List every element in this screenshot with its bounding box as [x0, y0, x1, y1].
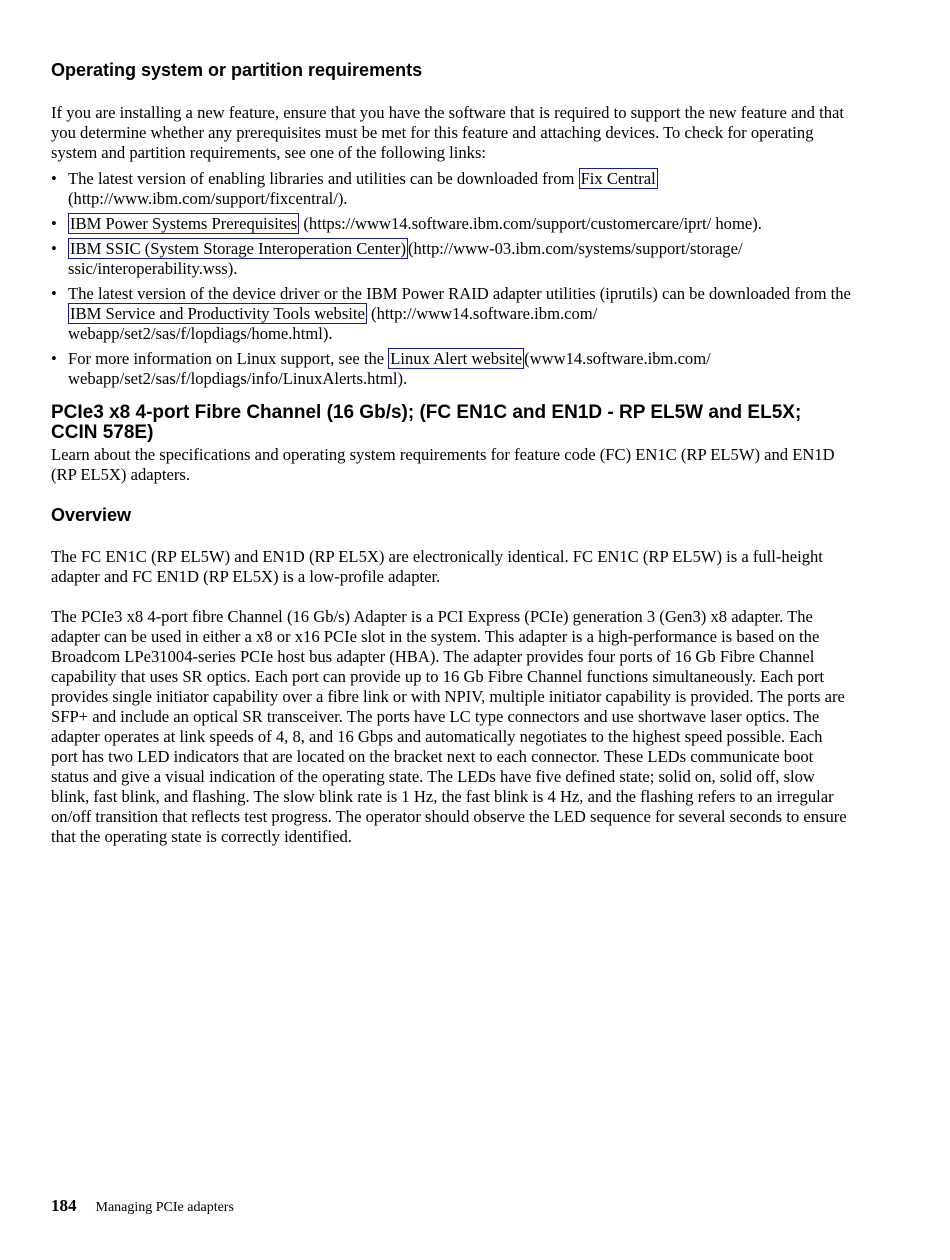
fix-central-link[interactable]: Fix Central — [580, 169, 656, 188]
overview-heading: Overview — [51, 505, 132, 525]
list-item: • The latest version of the device driver or the IBM Power RAID adapter utilities (iprutils) can be downloaded from the IBM Service and Productivity Tools website (http://www14.software.ibm.com/ webapp/set2/sas/f/lopdiags/home.html). — [51, 284, 851, 343]
list-item: • For more information on Linux support, see the Linux Alert website (www14.software.ibm.com/ webapp/set2/sas/f/lopdiags/info/LinuxAlerts.html). — [51, 349, 711, 388]
list-item: • IBM SSIC (System Storage Interoperation Center) (http://www-03.ibm.com/systems/support/storage/ ssic/interoperability.wss). — [51, 239, 743, 278]
linux-alert-link[interactable]: Linux Alert website — [390, 349, 523, 368]
bullet-icon: • — [51, 214, 57, 233]
overview-paragraph-1: The FC EN1C (RP EL5W) and EN1D (RP EL5X) are electronically identical. FC EN1C (RP EL5W) is a full-height adapter and FC EN1D (RP EL5X) is a low-profile adapter. — [51, 547, 823, 586]
requirements-link-list — [51, 169, 851, 389]
list-item: • The latest version of enabling libraries and utilities can be downloaded from Fix Central (http://www.ibm.com/support/fixcentral/). — [51, 169, 656, 208]
adapter-section-intro: Learn about the specifications and operating system requirements for feature code (FC) EN1C (RP EL5W) and EN1D (RP EL5X) adapters. — [51, 445, 835, 484]
overview-paragraph-2: The PCIe3 x8 4-port fibre Channel (16 Gb/s) Adapter is a PCI Express (PCIe) generation 3 (Gen3) x8 adapter. The adapter can be used in either a x8 or x16 PCIe slot in the system. This adapter is a high-performance is based on the Broadcom LPe31004-series PCIe host bus adapter (HBA). The adapter provides four ports of 16 Gb Fibre Channel capability that uses SR optics. Each port can provide up to 16 Gb Fibre Channel functions simultaneously. Each port provides single initiator capability over a fibre link or with NPIV, multiple initiator capability is provided. The ports are SFP+ and include an optical SR transceiver. The ports have LC type connectors and use shortwave laser optics. The adapter operates at link speeds of 4, 8, and 16 Gbps and automatically negotiates to the highest speed possible. Each port has two LED indicators that are located on the bracket next to each connector. These LEDs communicate boot status and give a visual indication of the operating state. The LEDs have five defined state; solid on, solid off, slow blink, fast blink, and flashing. The slow blink rate is 1 Hz, the fast blink is 4 Hz, and the flashing refers to an irregular on/off transition that reflects test progress. The operator should observe the LED sequence for several seconds to ensure that the operating state is correctly identified. — [51, 607, 847, 846]
bullet-icon: • — [51, 349, 57, 368]
page-number: 184 — [51, 1196, 77, 1215]
list-item: • IBM Power Systems Prerequisites (https://www14.software.ibm.com/support/customercare/iprt/ home). — [51, 214, 762, 233]
os-requirements-heading: Operating system or partition requirements — [51, 60, 423, 80]
bullet-icon: • — [51, 284, 57, 303]
ibm-ssic-link[interactable]: IBM SSIC (System Storage Interoperation Center) — [70, 239, 406, 258]
page-content — [51, 58, 851, 847]
power-prerequisites-link[interactable]: IBM Power Systems Prerequisites — [70, 214, 298, 233]
page-footer — [51, 1196, 234, 1216]
os-requirements-intro: If you are installing a new feature, ensure that you have the software that is required to support the new feature and that you determine whether any prerequisites must be met for this feature and attaching devices. To check for operating system and partition requirements, see one of the following links: — [51, 103, 844, 162]
bullet-icon: • — [51, 239, 57, 258]
adapter-section-heading: PCIe3 x8 4-port Fibre Channel (16 Gb/s); (FC EN1C and EN1D - RP EL5W and EL5X; CCIN 578E) — [51, 402, 802, 443]
service-tools-link[interactable]: IBM Service and Productivity Tools website — [70, 304, 365, 323]
bullet-icon: • — [51, 169, 57, 188]
book-title: Managing PCIe adapters — [95, 1200, 234, 1215]
